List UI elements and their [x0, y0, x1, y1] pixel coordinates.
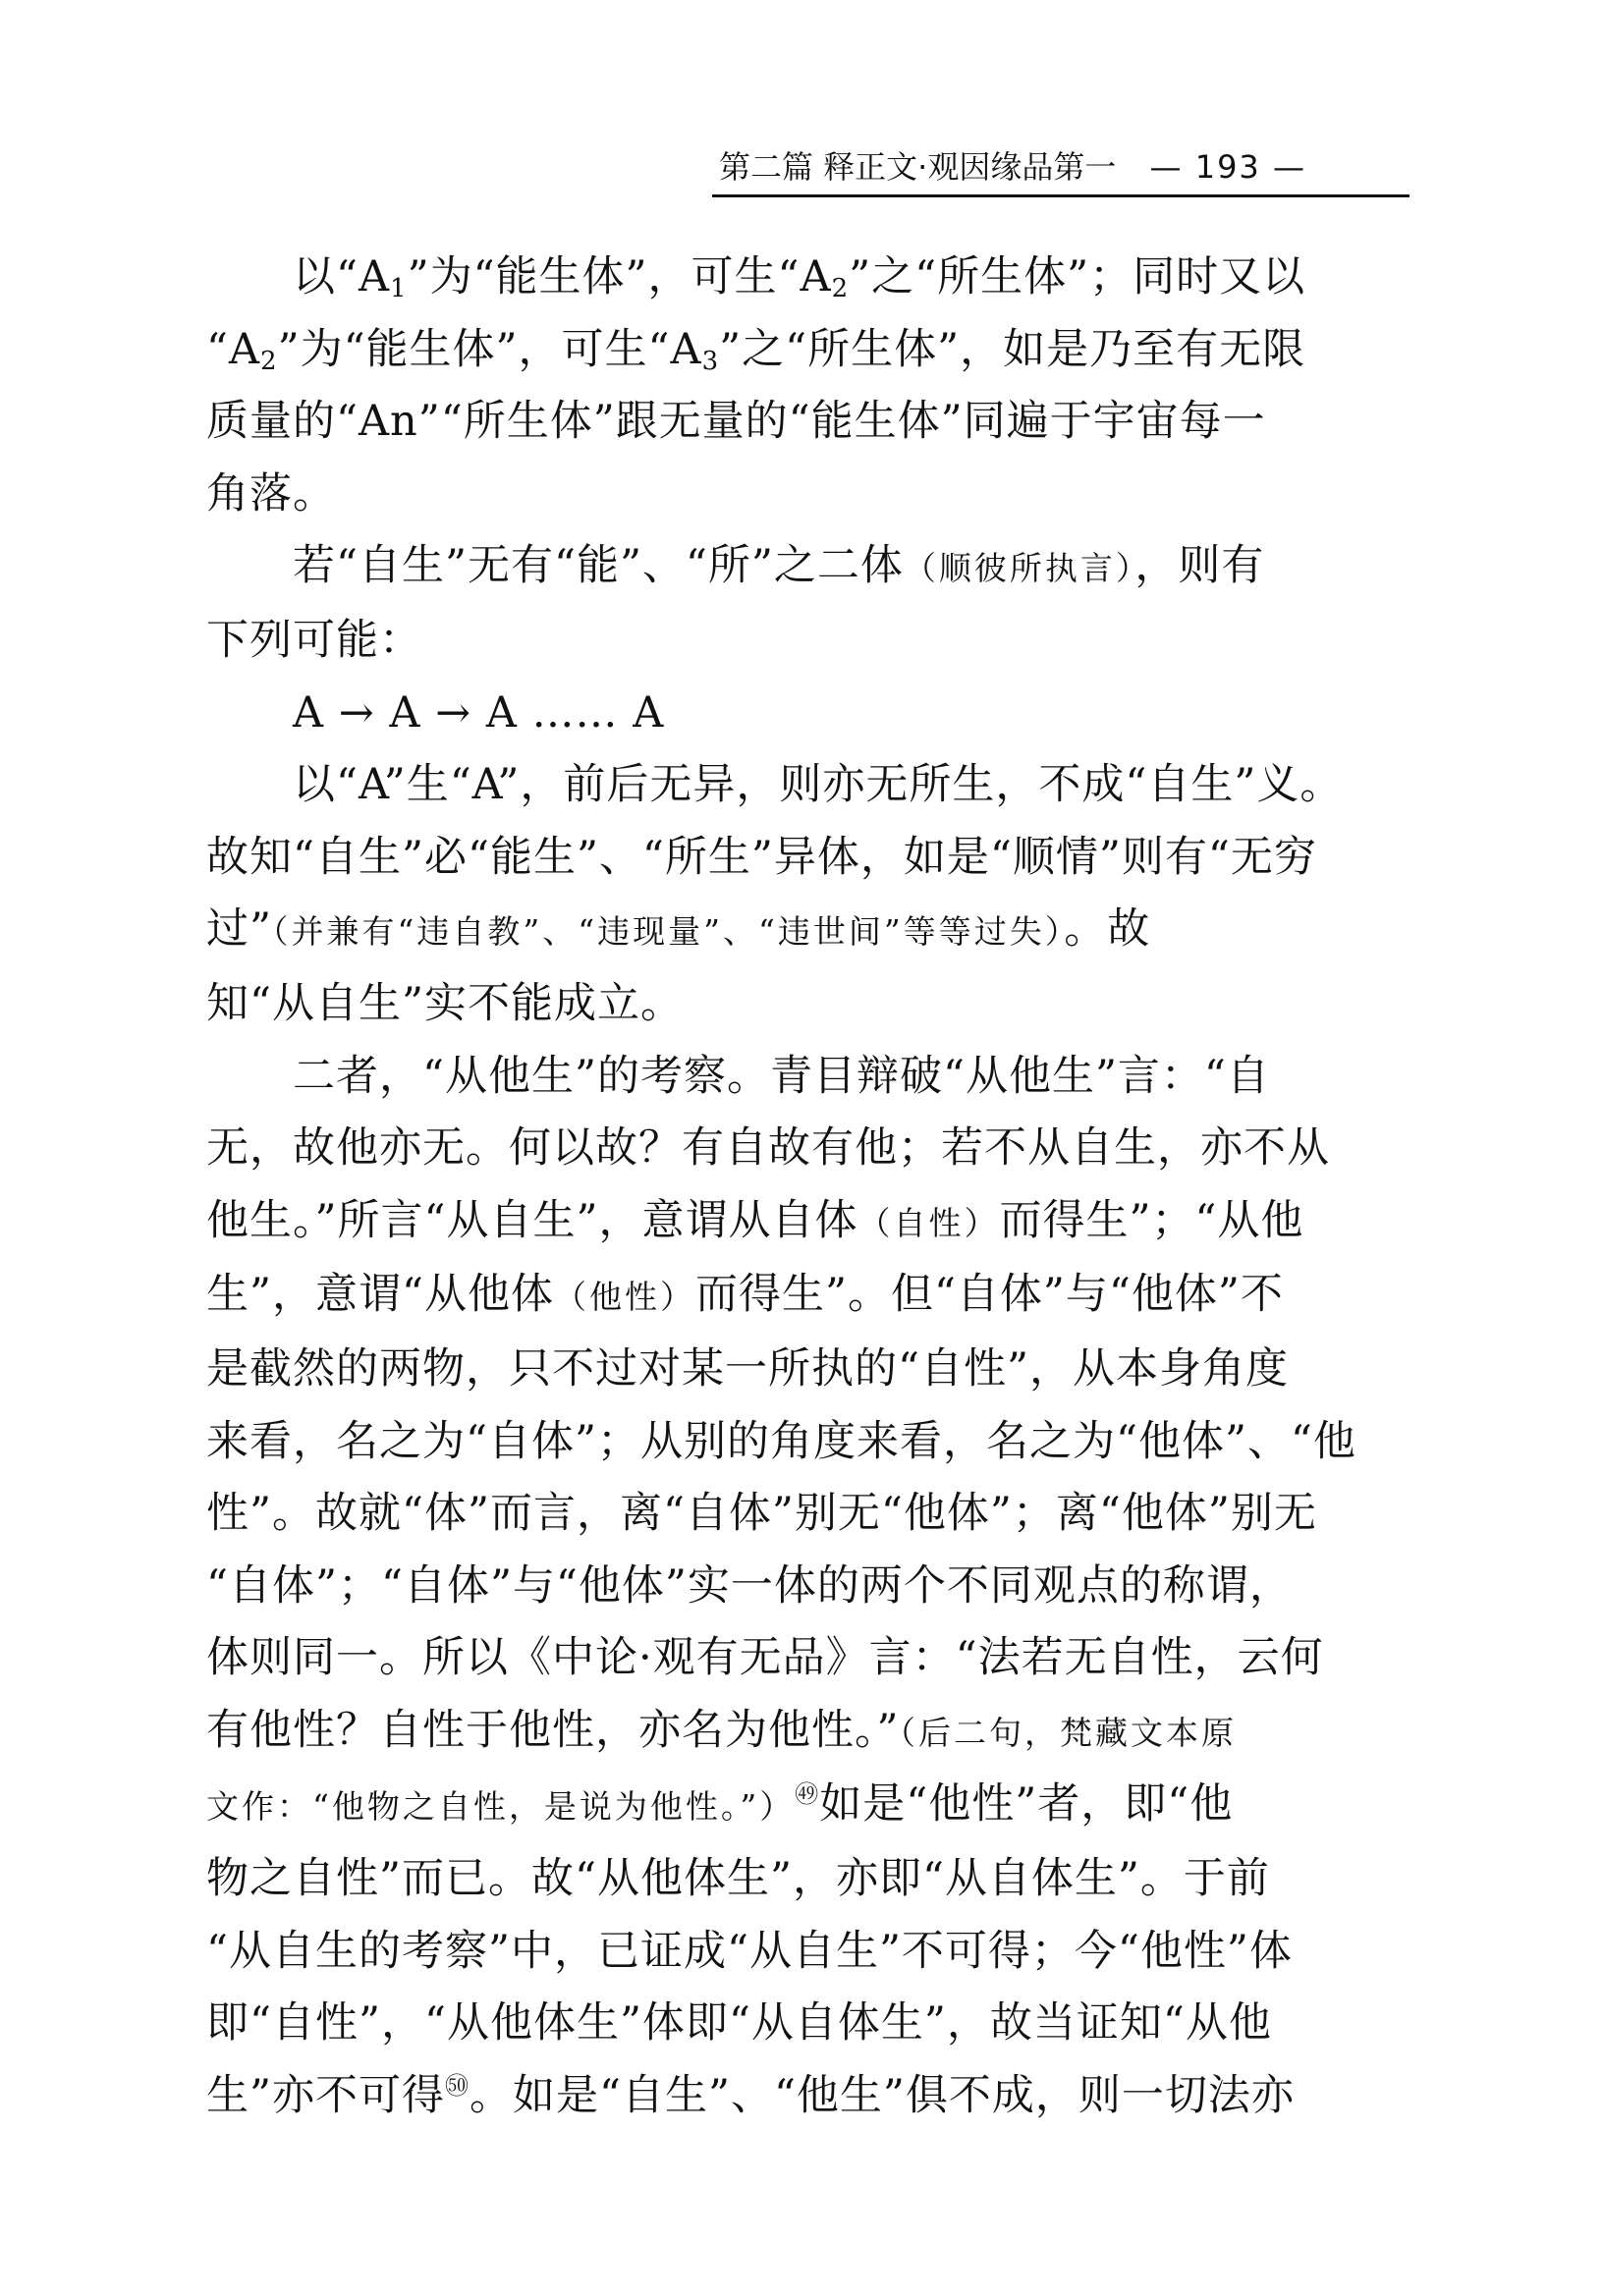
page-number: — 193 —	[1149, 148, 1306, 186]
inline-note: （顺彼所执言）	[903, 549, 1135, 588]
inline-note: （并兼有“违自教”、“违现量”、“违世间”等等过失）	[271, 912, 1065, 952]
text-run: ，则有 下列可能：	[206, 541, 1265, 665]
paragraph-5	[206, 1041, 1407, 2133]
text-run: 以“A	[206, 252, 391, 301]
chapter-title: 第二篇 释正文·观因缘品第一	[719, 148, 1117, 186]
inline-note: （他性）	[553, 1278, 695, 1317]
body-text	[206, 242, 1407, 2132]
text-run: 若“自生”无有“能”、“所”之二体	[206, 541, 904, 591]
text-run: ”之“所生体”；同时又以 “A	[206, 252, 1306, 374]
paragraph-2	[206, 530, 1407, 677]
text-run: ”之“所生体”，如是乃至有无限 质量的“An”“所生体”跟无量的“能生体”同遍于宇宙每一 角落。	[206, 324, 1306, 519]
text-run: 二者，“从他生”的考察。青目辩破“从他生”言：“自 无，故他亦无。何以故？有自故有他；若不从自生，亦不从 他生。”所言“从自生”，意谓从自体	[206, 1051, 1330, 1245]
footnote-ref: ㊾	[795, 1780, 820, 1809]
header-rule	[712, 194, 1410, 197]
inline-note: （自性）	[857, 1203, 1000, 1242]
inline-note: （后二句，梵藏文本原 文作：“他物之自性，是说为他性。”）	[206, 1713, 1237, 1827]
subscript: 1	[390, 274, 408, 303]
running-header	[719, 145, 1407, 189]
paragraph-4	[206, 749, 1407, 1040]
text-run: 而得生”。但“自体”与“他体”不 是截然的两物，只不过对某一所执的“自性”，从本身角度 来看，名之为“自体”；从别的角度来看，名之为“他体”、“他 性”。故就“体”而言，离“自体”别无“他体”；离“他体”别无 “自体”；“自体”与“他体”实一体的两个不同观点的称谓， 体则同一。所以《中论·观有无品》言：“法若无自性，云何 有他性？自性于他性，亦名为他性。”	[206, 1270, 1356, 1755]
text-run: 。故 知“从自生”实不能成立。	[206, 904, 1151, 1028]
text-run: 。如是“自生”、“他生”俱不成，则一切法亦	[469, 2070, 1295, 2120]
footnote-ref: ㊿	[444, 2071, 470, 2100]
text-run: ”为“能生体”，可生“A	[277, 324, 702, 374]
subscript: 2	[260, 346, 278, 376]
formula-line: A → A → A …… A	[206, 687, 665, 738]
subscript: 2	[831, 274, 850, 303]
text-run: 如是“他性”者，即“他 物之自性”而已。故“从他体生”，亦即“从自体生”。于前 “从自生的考察”中，已证成“从自生”不可得；今“他性”体 即“自性”，“从他体生”体即“从自体生”，故当证知“从他 生”亦不可得	[206, 1779, 1293, 2120]
subscript: 3	[701, 346, 720, 376]
text-run: ”为“能生体”，可生“A	[407, 252, 832, 301]
text-run: 以“A”生“A”，前后无异，则亦无所生，不成“自生”义。 故知“自生”必“能生”、“所生”异体，如是“顺情”则有“无穷 过”	[206, 760, 1344, 955]
text-run: 而得生”；“从他 生”，意谓“从他体	[206, 1195, 1304, 1320]
paragraph-1	[206, 242, 1407, 530]
